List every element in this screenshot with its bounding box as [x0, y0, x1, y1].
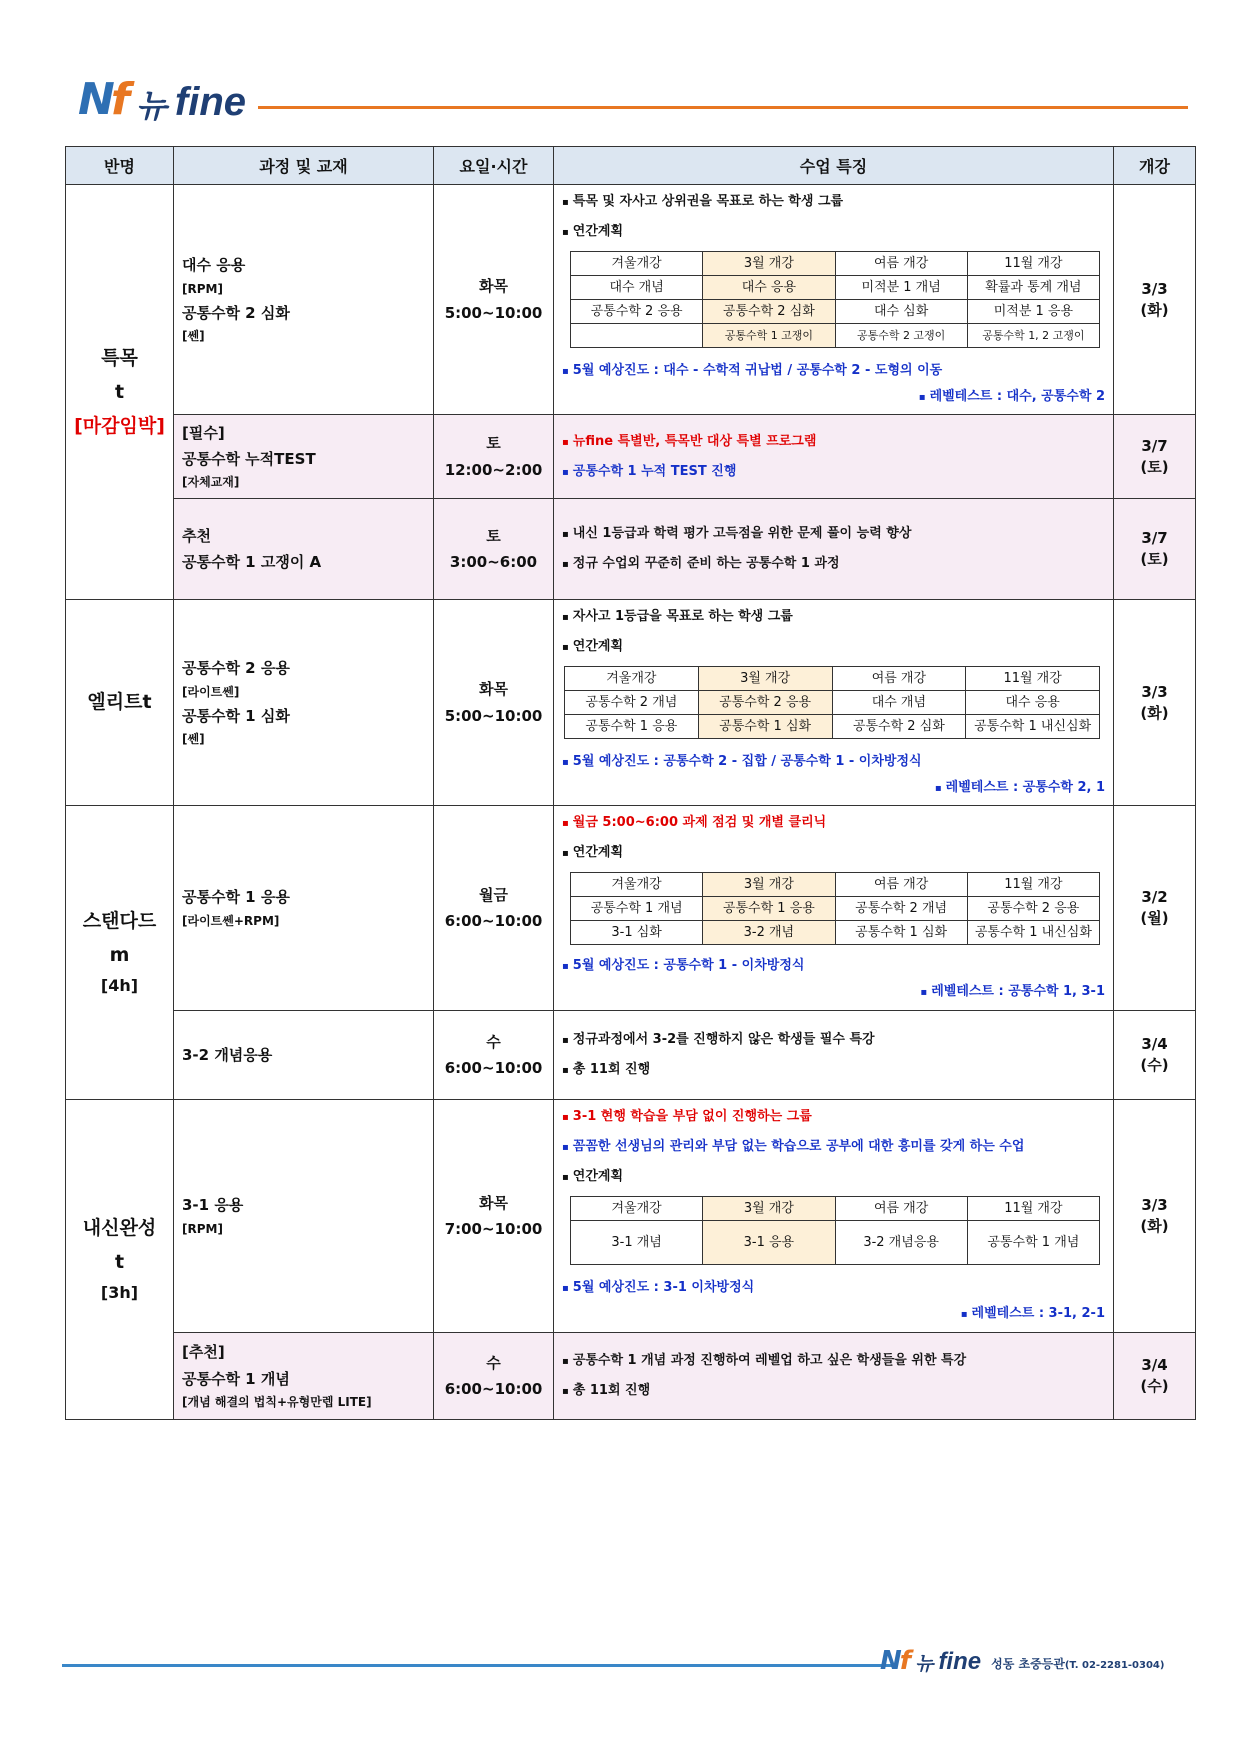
time-cell [434, 499, 554, 600]
feature-cell [554, 415, 1114, 499]
course-name: 공통수학 2 심화 [182, 303, 290, 322]
open-date: 3/3 [1141, 279, 1168, 298]
feature-cell [554, 600, 1114, 806]
course-name: 3-2 개념응용 [182, 1045, 273, 1064]
open-day: (수) [1140, 1056, 1169, 1074]
class-elite [66, 600, 174, 806]
table-row [66, 600, 1196, 806]
course-name: 공통수학 1 개념 [182, 1369, 290, 1388]
feature-line: ▪ 총 11회 진행 [562, 1376, 1105, 1406]
header-open: 개강 [1114, 147, 1196, 185]
level-test: ▪ 레벨테스트 : 대수, 공통수학 2 [919, 389, 1105, 404]
time: 5:00~10:00 [444, 303, 543, 322]
class-name: 특목 [101, 346, 138, 369]
day: 화목 [479, 1193, 508, 1212]
plan-cell: 대수 응용 [703, 276, 835, 300]
feature-cell [554, 185, 1114, 415]
plan-cell: 공통수학 1 개념 [571, 897, 703, 921]
open-cell [1114, 415, 1196, 499]
table-row [66, 806, 1196, 1011]
plan-cell: 확률과 통계 개념 [967, 276, 1099, 300]
open-day: (토) [1140, 457, 1169, 476]
open-day: (화) [1140, 703, 1169, 722]
plan-cell: 대수 개념 [832, 691, 966, 715]
feature-line: ▪ 정규과정에서 3-2를 진행하지 않은 학생들 필수 특강 [562, 1025, 1105, 1055]
day: 월금 [479, 885, 508, 904]
feature-cell [554, 499, 1114, 600]
time-cell [434, 415, 554, 499]
header-divider [258, 106, 1188, 109]
open-cell [1114, 600, 1196, 806]
plan-cell: 대수 개념 [571, 276, 703, 300]
plan-cell [571, 324, 703, 348]
course-cell [174, 499, 434, 600]
open-date: 3/4 [1141, 1035, 1168, 1053]
plan-header: 여름 개강 [835, 1197, 967, 1221]
course-tag: [필수] [182, 423, 225, 442]
feature-cell [554, 806, 1114, 1011]
plan-header: 11월 개강 [967, 873, 1099, 897]
feature-cell [554, 1011, 1114, 1100]
course-name: 공통수학 1 응용 [182, 888, 290, 907]
plan-header: 11월 개강 [966, 667, 1100, 691]
plan-cell: 공통수학 1 심화 [698, 715, 832, 739]
plan-header: 겨울개강 [571, 873, 703, 897]
logo-korean: 뉴 [135, 87, 167, 125]
table-header-row [66, 147, 1196, 185]
plan-cell: 공통수학 1 개념 [967, 1221, 1099, 1265]
expected-progress: ▪ 5월 예상진도 : 공통수학 2 - 집합 / 공통수학 1 - 이차방정식 [562, 747, 1105, 777]
class-hours: [3h] [100, 1283, 139, 1303]
class-naesin [66, 1100, 174, 1420]
class-name: 내신완성 [82, 1216, 157, 1239]
footer-divider [62, 1664, 892, 1667]
feature-line: ▪ 뉴fine 특별반, 특목반 대상 특별 프로그램 [562, 427, 1105, 457]
class-name: 엘리트t [87, 691, 152, 714]
open-date: 3/7 [1141, 529, 1168, 547]
plan-cell: 공통수학 1 심화 [835, 921, 967, 945]
plan-header: 겨울개강 [571, 252, 703, 276]
plan-header: 3월 개강 [703, 252, 835, 276]
open-day: (화) [1140, 1217, 1169, 1235]
feature-line: ▪ 내신 1등급과 학력 평가 고득점을 위한 문제 풀이 능력 향상 [562, 519, 1105, 549]
open-day: (수) [1140, 1377, 1169, 1395]
plan-header: 여름 개강 [835, 873, 967, 897]
footer-logo-fine: fine [938, 1648, 982, 1675]
feature-line: ▪ 3-1 현행 학습을 부담 없이 진행하는 그룹 [562, 1102, 1105, 1132]
open-day: (화) [1140, 300, 1169, 319]
class-mark: m [109, 944, 130, 967]
annual-plan-label: ▪ 연간계획 [562, 1162, 1105, 1192]
plan-header: 여름 개강 [835, 252, 967, 276]
feature-line: ▪ 특목 및 자사고 상위권을 목표로 하는 학생 그룹 [562, 187, 1105, 217]
day: 토 [486, 526, 501, 545]
table-row [66, 1333, 1196, 1420]
plan-cell: 공통수학 2 응용 [698, 691, 832, 715]
course-cell [174, 185, 434, 415]
course-tag: 추천 [182, 526, 211, 545]
feature-line: ▪ 월금 5:00~6:00 과제 점검 및 개별 클리닉 [562, 808, 1105, 838]
open-cell [1114, 806, 1196, 1011]
header-course: 과정 및 교재 [174, 147, 434, 185]
branch-phone: (T. 02-2281-0304) [1064, 1660, 1165, 1671]
annual-plan-table [570, 251, 1100, 348]
class-teukmok [66, 185, 174, 600]
textbook: [RPM] [182, 281, 223, 296]
plan-cell: 대수 심화 [835, 300, 967, 324]
course-cell [174, 600, 434, 806]
time: 6:00~10:00 [444, 912, 543, 930]
time-cell [434, 1100, 554, 1333]
plan-header: 11월 개강 [967, 252, 1099, 276]
branch-info [991, 1655, 1164, 1672]
annual-plan-table [570, 1196, 1100, 1265]
course-name: 공통수학 누적TEST [182, 450, 316, 468]
time: 6:00~10:00 [444, 1380, 543, 1398]
annual-plan-label: ▪ 연간계획 [562, 217, 1105, 247]
course-cell [174, 1011, 434, 1100]
plan-cell: 3-2 개념 [703, 921, 835, 945]
footer-logo-korean: 뉴 [915, 1653, 934, 1675]
plan-header: 3월 개강 [703, 1197, 835, 1221]
plan-header: 3월 개강 [703, 873, 835, 897]
plan-cell: 미적분 1 개념 [835, 276, 967, 300]
open-cell [1114, 499, 1196, 600]
course-name: 공통수학 1 고쟁이 A [182, 553, 322, 571]
feature-cell [554, 1100, 1114, 1333]
open-date: 3/3 [1141, 682, 1168, 701]
day: 수 [486, 1353, 501, 1372]
textbook: [쎈] [182, 328, 205, 343]
plan-cell: 공통수학 2 응용 [571, 300, 703, 324]
open-cell [1114, 1333, 1196, 1420]
course-name: 공통수학 2 응용 [182, 659, 290, 678]
time-cell [434, 806, 554, 1011]
header-class: 반명 [66, 147, 174, 185]
textbook: [라이트쎈+RPM] [182, 913, 280, 928]
footer-logo-mark: Nf [880, 1646, 910, 1676]
plan-cell: 3-1 응용 [703, 1221, 835, 1265]
deadline-badge: [마감임박] [74, 415, 165, 438]
time-cell [434, 1011, 554, 1100]
course-cell [174, 1100, 434, 1333]
plan-header: 겨울개강 [571, 1197, 703, 1221]
logo-mark: Nf [78, 74, 126, 125]
plan-cell: 대수 응용 [966, 691, 1100, 715]
time-cell [434, 600, 554, 806]
table-row [66, 185, 1196, 415]
day: 화목 [479, 680, 508, 699]
open-day: (토) [1140, 550, 1169, 568]
class-mark: t [114, 380, 125, 403]
plan-cell: 공통수학 2 개념 [565, 691, 699, 715]
expected-progress: ▪ 5월 예상진도 : 공통수학 1 - 이차방정식 [562, 951, 1105, 981]
annual-plan-table [570, 872, 1100, 945]
plan-cell: 공통수학 1 내신심화 [966, 715, 1100, 739]
plan-cell: 미적분 1 응용 [967, 300, 1099, 324]
feature-line: ▪ 공통수학 1 개념 과정 진행하여 레벨업 하고 싶은 학생들을 위한 특강 [562, 1346, 1105, 1376]
time: 5:00~10:00 [444, 706, 543, 725]
table-row [66, 499, 1196, 600]
header-logo [78, 66, 247, 125]
plan-cell: 공통수학 2 개념 [835, 897, 967, 921]
expected-progress: ▪ 5월 예상진도 : 대수 - 수학적 귀납법 / 공통수학 2 - 도형의 이동 [562, 356, 1105, 386]
feature-line: ▪ 정규 수업외 꾸준히 준비 하는 공통수학 1 과정 [562, 549, 1105, 579]
class-name: 스탠다드 [82, 909, 157, 932]
plan-cell: 3-1 개념 [571, 1221, 703, 1265]
open-cell [1114, 1100, 1196, 1333]
plan-cell: 공통수학 2 응용 [967, 897, 1099, 921]
plan-cell: 3-2 개념응용 [835, 1221, 967, 1265]
table-row [66, 1100, 1196, 1333]
textbook: [자체교재] [182, 475, 240, 490]
textbook: [RPM] [182, 1221, 223, 1236]
course-cell [174, 1333, 434, 1420]
textbook: [라이트쎈] [182, 684, 240, 699]
annual-plan-label: ▪ 연간계획 [562, 838, 1105, 868]
footer-logo [880, 1642, 1164, 1674]
level-test: ▪ 레벨테스트 : 공통수학 1, 3-1 [920, 984, 1105, 999]
expected-progress: ▪ 5월 예상진도 : 3-1 이차방정식 [562, 1273, 1105, 1303]
header-time: 요일·시간 [434, 147, 554, 185]
annual-plan-table [564, 666, 1100, 739]
time: 3:00~6:00 [449, 553, 538, 571]
header-feature: 수업 특징 [554, 147, 1114, 185]
feature-cell [554, 1333, 1114, 1420]
time-cell [434, 185, 554, 415]
schedule-table [65, 146, 1196, 1420]
open-cell [1114, 185, 1196, 415]
feature-line: ▪ 꼼꼼한 선생님의 관리와 부담 없는 학습으로 공부에 대한 흥미를 갖게 하는 수업 [562, 1132, 1105, 1162]
plan-cell: 공통수학 2 심화 [832, 715, 966, 739]
plan-header: 11월 개강 [967, 1197, 1099, 1221]
class-mark: t [114, 1251, 125, 1274]
open-date: 3/4 [1141, 1356, 1168, 1374]
table-row [66, 1011, 1196, 1100]
feature-line: ▪ 총 11회 진행 [562, 1055, 1105, 1085]
plan-header: 여름 개강 [832, 667, 966, 691]
open-cell [1114, 1011, 1196, 1100]
course-name: 공통수학 1 심화 [182, 706, 290, 725]
course-name: 대수 응용 [182, 256, 246, 275]
annual-plan-label: ▪ 연간계획 [562, 632, 1105, 662]
textbook: [쎈] [182, 731, 205, 746]
feature-line: ▪ 공통수학 1 누적 TEST 진행 [562, 457, 1105, 487]
course-cell [174, 806, 434, 1011]
class-hours: [4h] [100, 976, 139, 996]
plan-cell: 3-1 심화 [571, 921, 703, 945]
plan-header: 3월 개강 [698, 667, 832, 691]
plan-cell: 공통수학 2 심화 [703, 300, 835, 324]
branch-name: 성동 초중등관 [991, 1657, 1065, 1671]
plan-cell: 공통수학 1 고쟁이 [703, 324, 835, 348]
course-name: 3-1 응용 [182, 1196, 244, 1215]
plan-cell: 공통수학 1 응용 [565, 715, 699, 739]
open-date: 3/2 [1141, 888, 1168, 906]
day: 수 [486, 1032, 501, 1051]
course-cell [174, 415, 434, 499]
time-cell [434, 1333, 554, 1420]
time: 12:00~2:00 [444, 460, 543, 479]
time: 7:00~10:00 [444, 1220, 543, 1238]
course-tag: [추천] [182, 1343, 225, 1362]
logo-fine: fine [174, 80, 247, 124]
feature-line: ▪ 자사고 1등급을 목표로 하는 학생 그룹 [562, 602, 1105, 632]
time: 6:00~10:00 [444, 1059, 543, 1077]
plan-cell: 공통수학 1 내신심화 [967, 921, 1099, 945]
plan-header: 겨울개강 [565, 667, 699, 691]
day: 토 [486, 434, 501, 453]
plan-cell: 공통수학 1, 2 고쟁이 [967, 324, 1099, 348]
plan-cell: 공통수학 1 응용 [703, 897, 835, 921]
open-day: (월) [1140, 909, 1169, 927]
day: 화목 [479, 277, 508, 296]
open-date: 3/3 [1141, 1196, 1168, 1214]
table-row [66, 415, 1196, 499]
class-standard [66, 806, 174, 1100]
open-date: 3/7 [1141, 436, 1168, 455]
level-test: ▪ 레벨테스트 : 3-1, 2-1 [961, 1306, 1105, 1321]
level-test: ▪ 레벨테스트 : 공통수학 2, 1 [935, 780, 1105, 795]
plan-cell: 공통수학 2 고쟁이 [835, 324, 967, 348]
textbook: [개념 해결의 법칙+유형만렙 LITE] [182, 1394, 372, 1409]
